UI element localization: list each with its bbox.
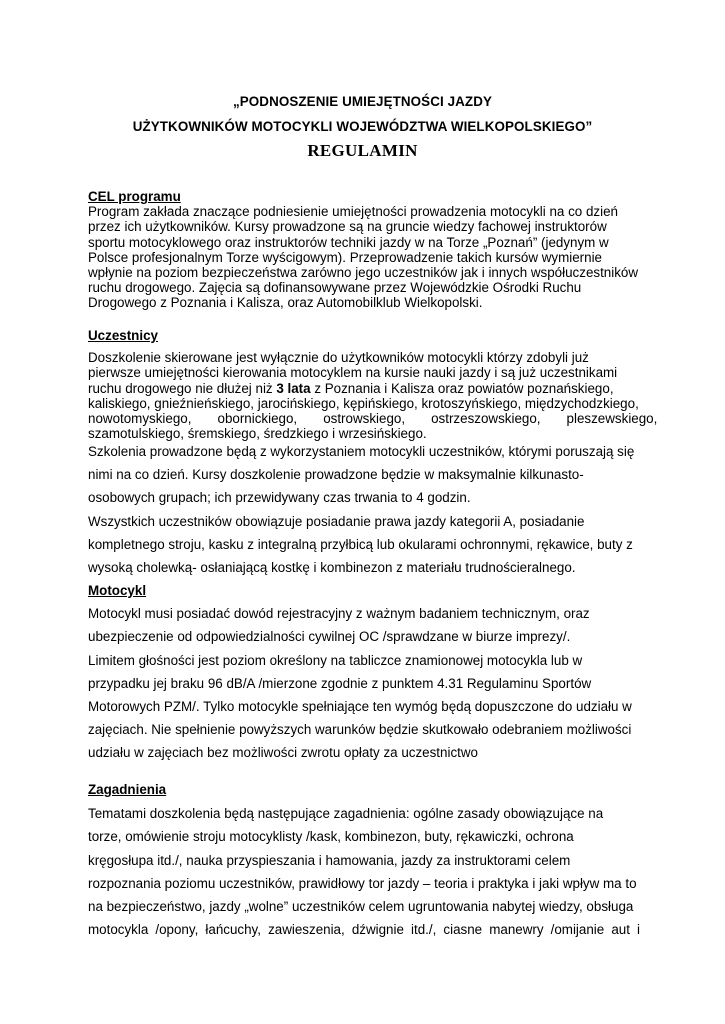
paragraph-line: przez ich użytkowników. Kursy prowadzone są na gruncie wiedzy fachowej instruktorów xyxy=(88,219,607,235)
section-heading: Uczestnicy xyxy=(88,328,158,343)
section-cel-programu xyxy=(88,189,640,311)
section-motocykl xyxy=(88,579,640,765)
paragraph-line: Program zakłada znaczące podniesienie umiejętności prowadzenia motocykli na co dzień xyxy=(88,204,618,220)
paragraph-line: wysoką cholewką- osłaniającą kostkę i kombinezon z materiału trudnościeralnego. xyxy=(88,560,576,576)
section-uczestnicy xyxy=(88,328,658,442)
section-uczestnicy-continued xyxy=(88,440,640,579)
paragraph-line: nowotomyskiego, obornickiego, ostrowskiego, ostrzeszowskiego, pleszewskiego, xyxy=(88,411,658,427)
section-heading: CEL programu xyxy=(88,189,181,204)
paragraph-line: Motorowych PZM/. Tylko motocykle spełniające ten wymóg będą dopuszczone do udziału w xyxy=(88,699,632,715)
paragraph-line: ruchu drogowego. Zajęcia są dofinansowywane przez Wojewódzkie Ośrodki Ruchu xyxy=(88,280,582,296)
section-heading: Motocykl xyxy=(88,583,147,598)
section-zagadnienia xyxy=(88,778,640,941)
paragraph-line: Szkolenia prowadzone będą z wykorzystaniem motocykli uczestników, którymi poruszają się xyxy=(88,444,635,459)
paragraph-line: Motocykl musi posiadać dowód rejestracyjny z ważnym badaniem technicznym, oraz xyxy=(88,606,590,622)
paragraph-line xyxy=(88,381,640,396)
paragraph-line: kręgosłupa itd./, nauka przyspieszania i hamowania, jazdy za instruktorami celem xyxy=(88,852,571,868)
paragraph-line: nimi na co dzień. Kursy doszkolenie prowadzone będzie w maksymalnie kilkunasto- xyxy=(88,467,584,483)
section-heading: Zagadnienia xyxy=(88,782,167,797)
paragraph-line: Drogowego z Poznania i Kalisza, oraz Automobilklub Wielkopolski. xyxy=(88,295,483,311)
paragraph-line: osobowych grupach; ich przewidywany czas trwania to 4 godzin. xyxy=(88,490,471,506)
paragraph-line: kompletnego stroju, kasku z integralną przyłbicą lub okularami ochronnymi, rękawice, buty z xyxy=(88,536,633,552)
paragraph-line: zajęciach. Nie spełnienie powyższych warunków będzie skutkowało odebraniem możliwości xyxy=(88,722,632,738)
paragraph-line: Limitem głośności jest poziom określony na tabliczce znamionowej motocykla lub w xyxy=(88,652,583,668)
paragraph-line: pierwsze umiejętności kierowania motocyklem na kursie nauki jazdy i są już uczestnikami xyxy=(88,365,618,381)
emphasis-duration: 3 lata xyxy=(276,380,311,396)
paragraph-line: Wszystkich uczestników obowiązuje posiadanie prawa jazdy kategorii A, posiadanie xyxy=(88,513,585,529)
paragraph-line: torze, omówienie stroju motocyklisty /kask, kombinezon, buty, rękawiczki, ochrona xyxy=(88,829,574,845)
paragraph-line: rozpoznania poziomu uczestników, prawidłowy tor jazdy – teoria i praktyka i jaki wpływ ma to xyxy=(88,875,637,891)
document-title-line-1: „PODNOSZENIE UMIEJĘTNOŚCI JAZDY xyxy=(232,94,493,109)
paragraph-line: ubezpieczenie od odpowiedzialności cywilnej OC /sprawdzane w biurze imprezy/. xyxy=(88,629,571,645)
paragraph-line: Tematami doszkolenia będą następujące zagadnienia: ogólne zasady obowiązujące na xyxy=(88,806,604,822)
paragraph-line: na bezpieczeństwo, jazdy „wolne” uczestników celem ugruntowania nabytej wiedzy, obsługa xyxy=(88,899,634,915)
paragraph-line: przypadku jej braku 96 dB/A /mierzone zgodnie z punktem 4.31 Regulaminu Sportów xyxy=(88,675,592,691)
paragraph-line: kaliskiego, gnieźnieńskiego, jarocińskiego, kępińskiego, krotoszyńskiego, międzychodzkiego, xyxy=(88,395,639,411)
text-run: z Poznania i Kalisza oraz powiatów poznańskiego, xyxy=(310,380,614,396)
paragraph-line: motocykla /opony, łańcuchy, zawieszenia, dźwignie itd./, ciasne manewry /omijanie aut i xyxy=(88,922,640,938)
paragraph-line: wpłynie na poziom bezpieczeństwa zarówno jego uczestników jak i innych współuczestników xyxy=(88,265,639,281)
text-run: ruchu drogowego nie dłużej niż xyxy=(88,380,277,396)
paragraph-line: Polsce profesjonalnym Torze wyścigowym). Przeprowadzenie takich kursów wymiernie xyxy=(88,249,602,265)
document-title-line-2: UŻYTKOWNIKÓW MOTOCYKLI WOJEWÓDZTWA WIELKOPOLSKIEGO” xyxy=(132,119,593,134)
paragraph-line: szamotulskiego, śremskiego, średzkiego i wrzesińskiego. xyxy=(88,426,427,442)
paragraph-line: udziału w zajęciach bez możliwości zwrotu opłaty za uczestnictwo xyxy=(88,745,478,761)
paragraph-line: Doszkolenie skierowane jest wyłącznie do użytkowników motocykli którzy zdobyli już xyxy=(88,350,589,366)
document-heading-regulamin: REGULAMIN xyxy=(307,141,418,160)
paragraph-line: sportu motocyklowego oraz instruktorów techniki jazdy w na Torze „Poznań” (jedynym w xyxy=(88,234,609,250)
